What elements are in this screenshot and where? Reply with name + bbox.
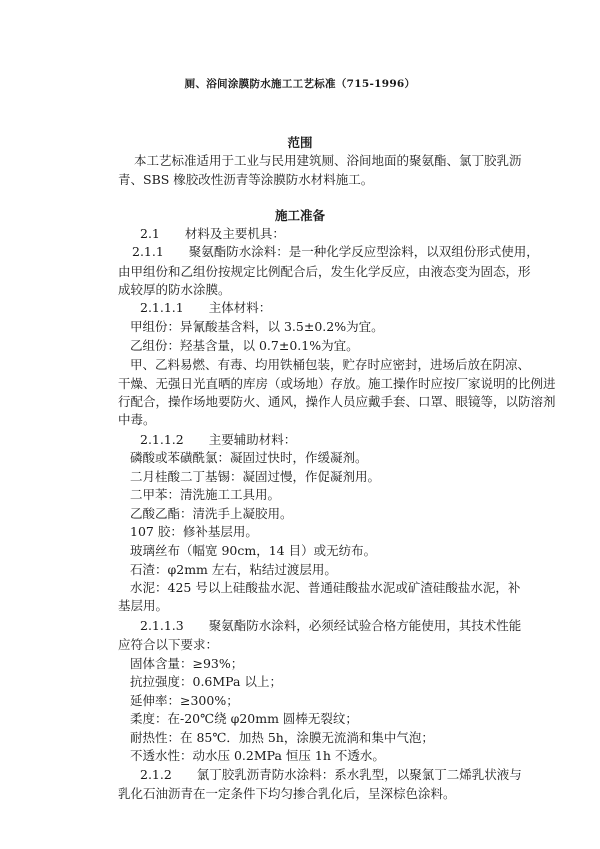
paragraph-line: 石渣：φ2mm 左右，粘结过渡层用。 bbox=[130, 562, 337, 577]
paragraph-line: 磷酸或苯磺酰氯：凝固过快时，作缓凝剂。 bbox=[130, 450, 368, 465]
paragraph-line: 由甲组份和乙组份按规定比例配合后，发生化学反应，由液态变为固态，形 bbox=[118, 264, 531, 279]
paragraph-line: 水泥：425 号以上硅酸盐水泥、普通硅酸盐水泥或矿渣硅酸盐水泥，补 bbox=[130, 580, 521, 595]
paragraph-line: 2.1.1.3 聚氨酯防水涂料，必须经试验合格方能使用，其技术性能 bbox=[140, 618, 522, 633]
paragraph-line: 行配合，操作场地要防火、通风，操作人员应戴手套、口罩、眼镜等，以防溶剂 bbox=[118, 394, 556, 409]
paragraph-line: 2.1.2 氯丁胶乳沥青防水涂料：系水乳型，以聚氯丁二烯乳状液与 bbox=[140, 767, 522, 782]
paragraph-line: 甲组份：异氰酸基含料，以 3.5±0.2%为宜。 bbox=[130, 319, 384, 334]
paragraph-line: 耐热性：在 85℃．加热 5h，涂膜无流淌和集中气泡； bbox=[130, 730, 434, 745]
section-heading-preparation: 施工准备 bbox=[274, 208, 325, 223]
paragraph-line: 柔度：在-20℃绕 φ20mm 圆棒无裂纹； bbox=[130, 711, 358, 726]
paragraph-line: 玻璃丝布（幅宽 90cm，14 目）或无纺布。 bbox=[130, 543, 377, 558]
paragraph-line: 中毒。 bbox=[118, 412, 156, 427]
paragraph-line: 延伸率：≥300%； bbox=[130, 693, 239, 708]
paragraph-line: 2.1.1.2 主要辅助材料： bbox=[140, 432, 297, 447]
paragraph-line: 抗拉强度：0.6MPa 以上； bbox=[130, 674, 282, 689]
paragraph-line: 乳化石油沥青在一定条件下均匀掺合乳化后，呈深棕色涂料。 bbox=[118, 786, 456, 801]
paragraph-line: 乙组份：羟基含量，以 0.7±0.1%为宜。 bbox=[130, 338, 359, 353]
paragraph-line: 成较厚的防水涂膜。 bbox=[118, 282, 231, 297]
paragraph-line: 不透水性：动水压 0.2MPa 恒压 1h 不透水。 bbox=[130, 748, 385, 763]
paragraph-line: 2.1.1 聚氨酯防水涂料：是一种化学反应型涂料，以双组份形式使用， bbox=[132, 244, 539, 259]
paragraph-line: 本工艺标准适用于工业与民用建筑厕、浴间地面的聚氨酯、氯丁胶乳沥 bbox=[134, 153, 522, 168]
paragraph-line: 2.1.1.1 主体材料： bbox=[140, 300, 272, 315]
paragraph-line: 应符合以下要求： bbox=[118, 637, 219, 652]
document-title: 厕、浴间涂膜防水施工工艺标准（715-1996） bbox=[184, 78, 416, 90]
paragraph-line: 二月桂酸二丁基锡：凝固过慢，作促凝剂用。 bbox=[130, 469, 381, 484]
paragraph-line: 甲、乙料易燃、有毒、均用铁桶包装，贮存时应密封，进场后放在阴凉、 bbox=[130, 357, 531, 372]
paragraph-line: 2.1 材料及主要机具： bbox=[140, 226, 285, 241]
paragraph-line: 二甲苯：清洗施工工具用。 bbox=[130, 487, 281, 502]
paragraph-line: 107 胶：修补基层用。 bbox=[130, 524, 258, 539]
section-heading-scope: 范围 bbox=[287, 135, 313, 150]
paragraph-line: 基层用。 bbox=[118, 598, 169, 613]
paragraph-line: 青、SBS 橡胶改性沥青等涂膜防水材料施工。 bbox=[118, 172, 374, 187]
paragraph-line: 乙酸乙酯：清洗手上凝胶用。 bbox=[130, 506, 293, 521]
paragraph-line: 固体含量：≥93%； bbox=[130, 656, 244, 671]
paragraph-line: 干燥、无强日光直晒的库房（或场地）存放。施工操作时应按厂家说明的比例进 bbox=[118, 376, 556, 391]
